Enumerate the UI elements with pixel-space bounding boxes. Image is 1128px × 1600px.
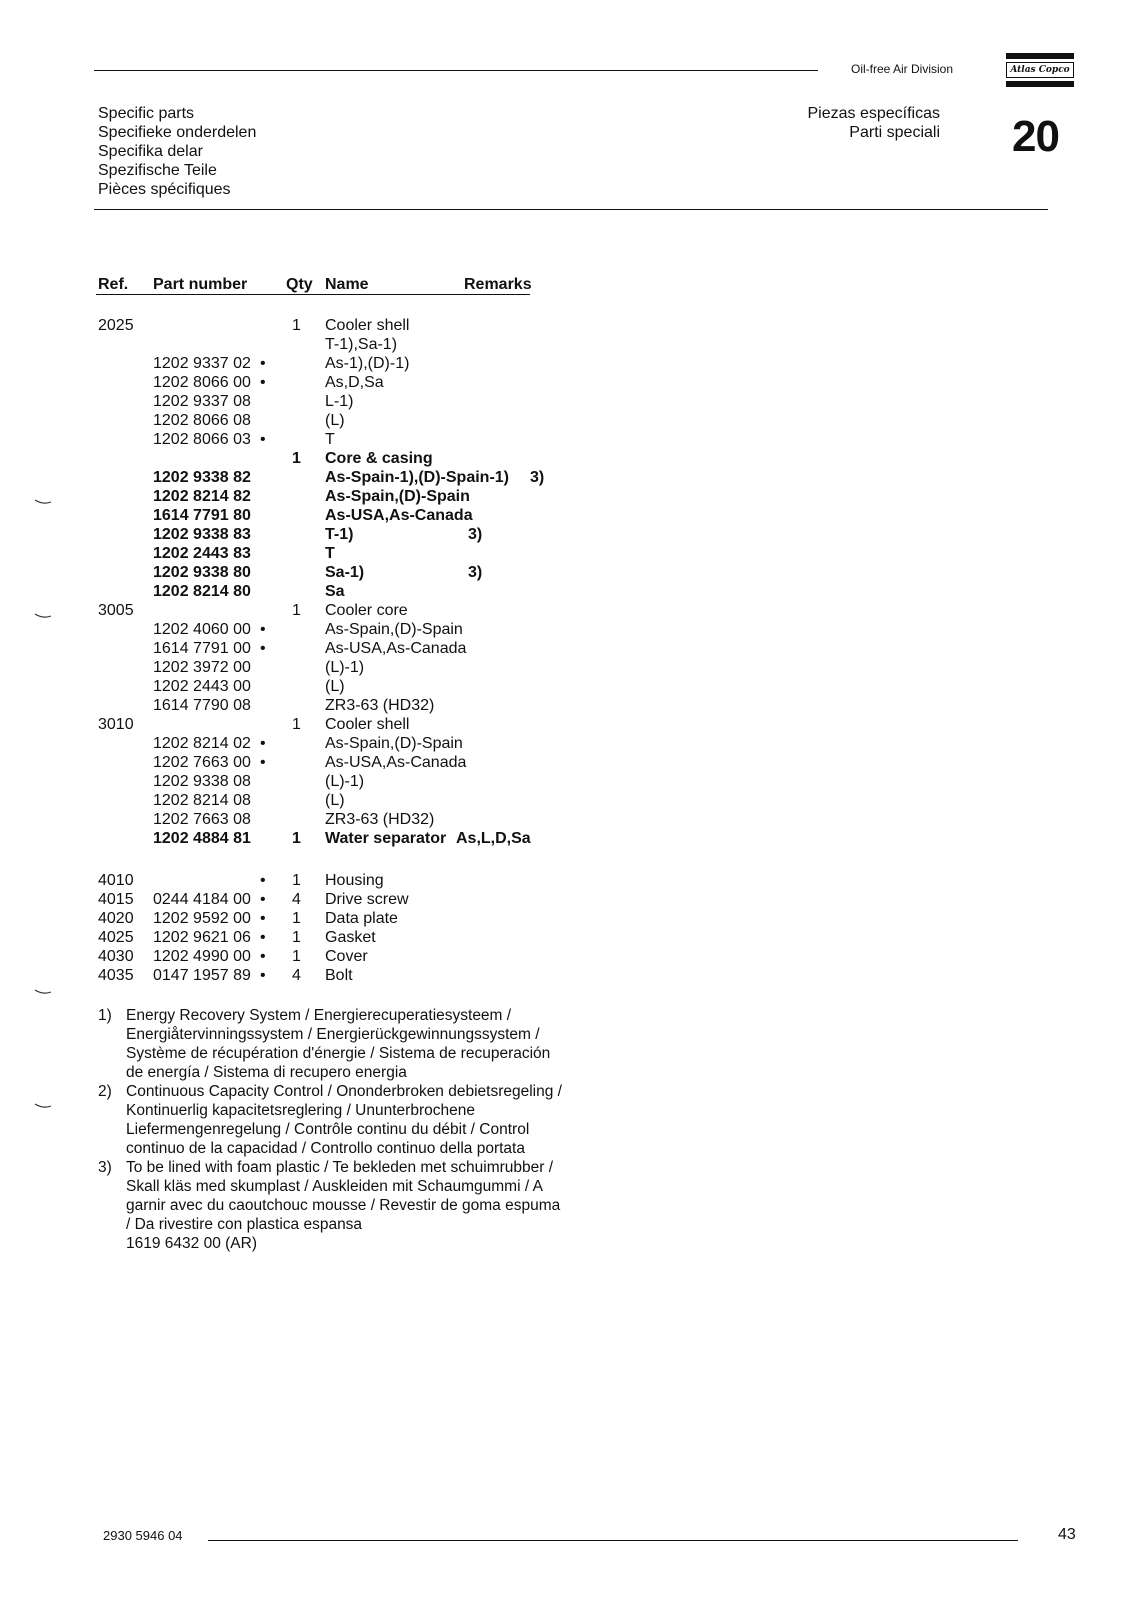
- table-row: [0, 791, 1128, 810]
- part-number-cell: 1202 4884 81: [153, 830, 251, 847]
- table-row: [0, 354, 1128, 373]
- title-rule: [94, 209, 1048, 210]
- left-title-block: [98, 104, 256, 199]
- title-sv: Specifika delar: [98, 143, 203, 160]
- name-cell: Bolt: [325, 967, 353, 984]
- part-number-cell: 1202 8066 08: [153, 412, 251, 429]
- bullet-cell: •: [260, 967, 266, 984]
- table-row: [0, 890, 1128, 909]
- table-row: [0, 316, 1128, 335]
- part-number-cell: 1202 3972 00: [153, 659, 251, 676]
- remark-cell: 3): [530, 469, 545, 486]
- part-number-cell: 1202 2443 83: [153, 545, 251, 562]
- col-remarks: Remarks: [464, 276, 532, 293]
- ref-cell: 4030: [98, 948, 134, 965]
- qty-cell: 4: [292, 891, 301, 908]
- part-number-cell: 0147 1957 89: [153, 967, 251, 984]
- name-cell: Gasket: [325, 929, 376, 946]
- part-number-cell: 1202 8214 82: [153, 488, 251, 505]
- footnote-line: Skall kläs med skumplast / Auskleiden mit Schaumgummi / A: [126, 1178, 543, 1195]
- title-en: Specific parts: [98, 105, 195, 122]
- ref-cell: 2025: [98, 317, 134, 334]
- part-number-cell: 1614 7790 08: [153, 697, 251, 714]
- part-number-cell: 1202 9338 82: [153, 469, 251, 486]
- qty-cell: 1: [292, 872, 301, 889]
- col-part-number: Part number: [153, 276, 248, 293]
- qty-cell: 4: [292, 967, 301, 984]
- doc-number: 2930 5946 04: [103, 1528, 183, 1543]
- ref-cell: 4015: [98, 891, 134, 908]
- table-row: [0, 582, 1128, 601]
- table-row: [0, 677, 1128, 696]
- qty-cell: 1: [292, 716, 301, 733]
- footnote-line: 1619 6432 00 (AR): [126, 1235, 257, 1252]
- footnote: [98, 1158, 578, 1253]
- table-row: [0, 563, 1128, 582]
- bullet-cell: •: [260, 891, 266, 908]
- name-cell: Cover: [325, 948, 368, 965]
- remark-cell: 3): [468, 526, 483, 543]
- footnote-line: Système de récupération d'énergie / Sistema de recuperación: [126, 1045, 551, 1062]
- qty-cell: 1: [292, 602, 301, 619]
- part-number-cell: 1202 7663 00: [153, 754, 251, 771]
- table-row: [0, 810, 1128, 829]
- footnote-number: 3): [98, 1159, 112, 1176]
- name-cell: Core & casing: [325, 450, 433, 467]
- table-header-rule: [96, 294, 530, 295]
- footnote-line: To be lined with foam plastic / Te bekleden met schuimrubber /: [126, 1159, 554, 1176]
- name-cell: Water separator: [325, 830, 447, 847]
- table-row: [0, 734, 1128, 753]
- bullet-cell: •: [260, 754, 266, 771]
- name-cell: (L)-1): [325, 659, 365, 676]
- table-row: [0, 449, 1128, 468]
- part-number-cell: 1202 9592 00: [153, 910, 251, 927]
- bullet-cell: •: [260, 431, 266, 448]
- part-number-cell: 1202 8214 80: [153, 583, 251, 600]
- qty-cell: 1: [292, 317, 301, 334]
- table-row: [0, 658, 1128, 677]
- bullet-cell: •: [260, 355, 266, 372]
- name-cell: Drive screw: [325, 891, 409, 908]
- title-es: Piezas específicas: [807, 105, 940, 122]
- footnote-number: 2): [98, 1083, 112, 1100]
- footnote-number: 1): [98, 1007, 112, 1024]
- part-number-cell: 1202 8214 08: [153, 792, 251, 809]
- bullet-cell: •: [260, 929, 266, 946]
- table-row: [0, 829, 1128, 848]
- margin-tick: [34, 498, 52, 506]
- name-cell: Sa: [325, 583, 345, 600]
- name-cell: As-USA,As-Canada: [325, 640, 467, 657]
- table-row: [0, 909, 1128, 928]
- ref-cell: 4020: [98, 910, 134, 927]
- part-number-cell: 1202 8214 02: [153, 735, 251, 752]
- bullet-cell: •: [260, 948, 266, 965]
- table-row: [0, 928, 1128, 947]
- footnote-line: Energiåtervinningssystem / Energierückgewinnungssystem /: [126, 1026, 540, 1043]
- name-cell: ZR3-63 (HD32): [325, 697, 435, 714]
- table-row: [0, 715, 1128, 734]
- header-rule: [94, 70, 818, 71]
- title-nl: Specifieke onderdelen: [98, 124, 257, 141]
- title-fr: Pièces spécifiques: [98, 181, 231, 198]
- part-number-cell: 1202 4060 00: [153, 621, 251, 638]
- footnote-text: [126, 1006, 596, 1082]
- qty-cell: 1: [292, 929, 301, 946]
- remark-cell: 3): [468, 564, 483, 581]
- name-cell: T: [325, 431, 335, 448]
- bullet-cell: •: [260, 735, 266, 752]
- title-de: Spezifische Teile: [98, 162, 217, 179]
- bullet-cell: •: [260, 910, 266, 927]
- name-cell: Sa-1): [325, 564, 365, 581]
- bullet-cell: •: [260, 640, 266, 657]
- footnote-line: / Da rivestire con plastica espansa: [126, 1216, 363, 1233]
- table-row: [0, 468, 1128, 487]
- part-number-cell: 1614 7791 00: [153, 640, 251, 657]
- name-cell: ZR3-63 (HD32): [325, 811, 435, 828]
- table-row: [0, 544, 1128, 563]
- name-cell: T-1),Sa-1): [325, 336, 398, 353]
- name-cell: As-Spain,(D)-Spain: [325, 735, 463, 752]
- table-row: [0, 966, 1128, 985]
- part-number-cell: 1202 9337 08: [153, 393, 251, 410]
- table-row: [0, 430, 1128, 449]
- table-row: [0, 639, 1128, 658]
- footnote-text: [126, 1158, 596, 1253]
- table-row: [0, 620, 1128, 639]
- table-row: [0, 696, 1128, 715]
- margin-tick: [34, 612, 52, 620]
- col-qty: Qty: [286, 276, 313, 293]
- name-cell: Data plate: [325, 910, 398, 927]
- ref-cell: 4025: [98, 929, 134, 946]
- table-row: [0, 947, 1128, 966]
- table-row: [0, 772, 1128, 791]
- division-label: Oil-free Air Division: [851, 62, 954, 76]
- part-number-cell: 1614 7791 80: [153, 507, 251, 524]
- margin-tick: [34, 988, 52, 996]
- part-number-cell: 1202 8066 03: [153, 431, 251, 448]
- part-number-cell: 1202 2443 00: [153, 678, 251, 695]
- bullet-cell: •: [260, 872, 266, 889]
- table-row: [0, 506, 1128, 525]
- name-cell: Cooler core: [325, 602, 408, 619]
- name-cell: T: [325, 545, 335, 562]
- margin-tick: [34, 1102, 52, 1110]
- table-row: [0, 525, 1128, 544]
- footnote-line: de energía / Sistema di recupero energia: [126, 1064, 407, 1081]
- right-title-block: [807, 104, 940, 142]
- part-number-cell: 1202 7663 08: [153, 811, 251, 828]
- footnote-text: [126, 1082, 596, 1158]
- ref-cell: 3005: [98, 602, 134, 619]
- name-cell: As-Spain,(D)-Spain: [325, 621, 463, 638]
- part-number-cell: 0244 4184 00: [153, 891, 251, 908]
- name-cell: As,D,Sa: [325, 374, 384, 391]
- bullet-cell: •: [260, 621, 266, 638]
- footnote-line: Kontinuerlig kapacitetsreglering / Ununterbrochene: [126, 1102, 475, 1119]
- name-cell: T-1): [325, 526, 354, 543]
- table-row: [0, 392, 1128, 411]
- name-cell: As-Spain-1),(D)-Spain-1): [325, 469, 509, 486]
- part-number-cell: 1202 9621 06: [153, 929, 251, 946]
- name-cell: (L): [325, 412, 345, 429]
- name-cell: Housing: [325, 872, 384, 889]
- col-name: Name: [325, 276, 369, 293]
- bullet-cell: •: [260, 374, 266, 391]
- col-ref: Ref.: [98, 276, 129, 293]
- name-cell: As-USA,As-Canada: [325, 507, 473, 524]
- name-cell: Cooler shell: [325, 716, 410, 733]
- ref-cell: 4035: [98, 967, 134, 984]
- table-row: [0, 753, 1128, 772]
- table-row: [0, 871, 1128, 890]
- name-cell: L-1): [325, 393, 354, 410]
- footnote-line: Continuous Capacity Control / Ononderbroken debietsregeling /: [126, 1083, 562, 1100]
- qty-cell: 1: [292, 948, 301, 965]
- ref-cell: 3010: [98, 716, 134, 733]
- qty-cell: 1: [292, 450, 301, 467]
- brand-logo-text: Atlas Copco: [1006, 62, 1074, 78]
- footnote: [98, 1082, 578, 1158]
- footer-rule: [208, 1540, 1018, 1541]
- part-number-cell: 1202 9338 08: [153, 773, 251, 790]
- name-cell: Cooler shell: [325, 317, 410, 334]
- footnote-line: continuo de la capacidad / Controllo continuo della portata: [126, 1140, 525, 1157]
- table-row: [0, 373, 1128, 392]
- name-cell: As-USA,As-Canada: [325, 754, 467, 771]
- footnote-line: Liefermengenregelung / Contrôle continu du débit / Control: [126, 1121, 530, 1138]
- name-cell: As-Spain,(D)-Spain: [325, 488, 470, 505]
- part-number-cell: 1202 9337 02: [153, 355, 251, 372]
- name-cell: (L): [325, 678, 345, 695]
- table-row: [0, 411, 1128, 430]
- part-number-cell: 1202 8066 00: [153, 374, 251, 391]
- section-number: 20: [1012, 112, 1059, 161]
- qty-cell: 1: [292, 910, 301, 927]
- part-number-cell: 1202 9338 83: [153, 526, 251, 543]
- table-row: [0, 487, 1128, 506]
- footnote-line: garnir avec du caoutchouc mousse / Revestir de goma espuma: [126, 1197, 561, 1214]
- qty-cell: 1: [292, 830, 301, 847]
- remark-cell: As,L,D,Sa: [456, 830, 531, 847]
- brand-logo: [1006, 53, 1074, 90]
- name-cell: (L)-1): [325, 773, 365, 790]
- name-cell: (L): [325, 792, 345, 809]
- part-number-cell: 1202 9338 80: [153, 564, 251, 581]
- footnote-line: Energy Recovery System / Energierecuperatiesysteem /: [126, 1007, 512, 1024]
- table-row: [0, 601, 1128, 620]
- footnote: [98, 1006, 578, 1082]
- part-number-cell: 1202 4990 00: [153, 948, 251, 965]
- name-cell: As-1),(D)-1): [325, 355, 410, 372]
- ref-cell: 4010: [98, 872, 134, 889]
- table-row: [0, 335, 1128, 354]
- title-it: Parti speciali: [849, 124, 940, 141]
- page-number: 43: [1058, 1526, 1076, 1543]
